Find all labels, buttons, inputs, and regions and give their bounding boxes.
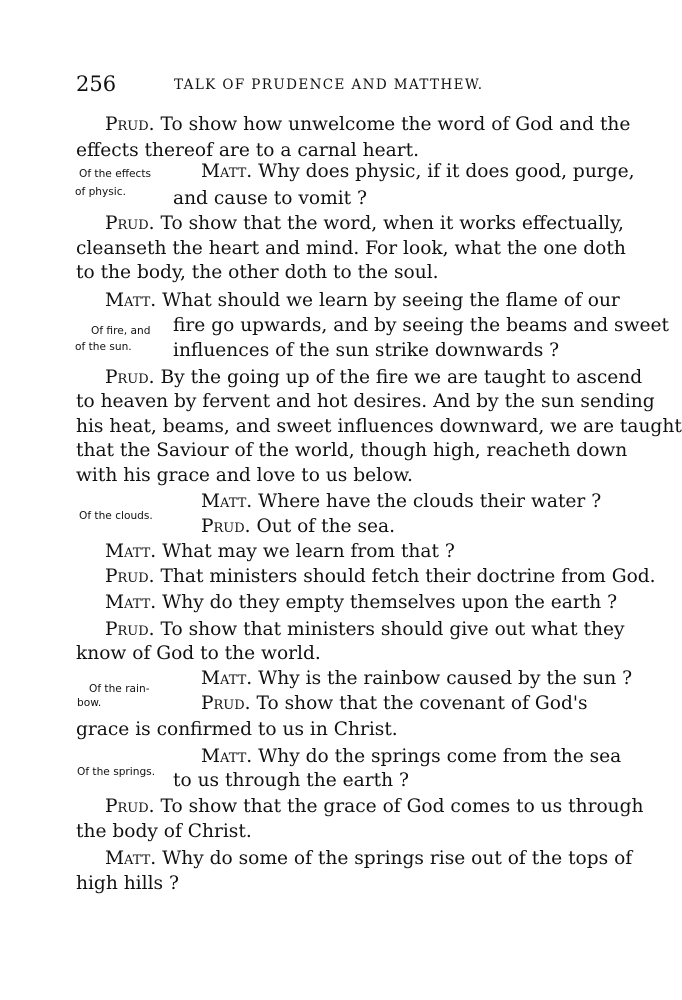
body-line: Matt. What may we learn from that ?	[105, 541, 455, 562]
speaker-name: Prud.	[105, 619, 155, 640]
sidenote: Of the effects	[79, 168, 152, 180]
body-line: his heat, beams, and sweet influences downward, we are taught	[76, 416, 682, 437]
speaker-name: Matt.	[201, 491, 253, 512]
body-line: Prud. To show that the grace of God comes to us through	[105, 796, 644, 817]
body-line: Matt. What should we learn by seeing the flame of our	[105, 290, 620, 311]
speaker-name: Matt.	[105, 290, 157, 311]
body-line: grace is confirmed to us in Christ.	[76, 719, 398, 740]
body-line: high hills ?	[76, 873, 179, 894]
speaker-name: Prud.	[105, 114, 155, 135]
speaker-name: Matt.	[105, 541, 157, 562]
sidenote: Of the clouds.	[79, 510, 153, 522]
body-line: to heaven by fervent and hot desires. And by the sun sending	[76, 391, 655, 412]
body-line: Prud. By the going up of the fire we are taught to ascend	[105, 367, 643, 388]
body-line: effects thereof are to a carnal heart.	[76, 140, 419, 161]
body-line: Prud. To show that ministers should give out what they	[105, 619, 625, 640]
sidenote: Of fire, and	[91, 325, 151, 337]
body-line: Matt. Where have the clouds their water ?	[201, 491, 602, 512]
speaker-name: Prud.	[201, 516, 251, 537]
body-line: Prud. To show that the covenant of God's	[201, 693, 588, 714]
speaker-name: Matt.	[201, 161, 253, 182]
sidenote: bow.	[77, 697, 102, 709]
body-line: Prud. To show that the word, when it works effectually,	[105, 213, 624, 234]
body-line: to the body, the other doth to the soul.	[76, 262, 439, 283]
body-line: Matt. Why does physic, if it does good, purge,	[201, 161, 635, 182]
running-title: TALK OF PRUDENCE AND MATTHEW.	[174, 77, 484, 93]
speaker-name: Matt.	[105, 592, 157, 613]
body-line: cleanseth the heart and mind. For look, what the one doth	[76, 238, 626, 259]
speaker-name: Prud.	[105, 566, 155, 587]
body-line: to us through the earth ?	[173, 770, 409, 791]
sidenote: Of the springs.	[77, 766, 156, 778]
sidenote: Of the rain-	[89, 683, 150, 695]
body-line: Matt. Why do the springs come from the sea	[201, 746, 622, 767]
body-line: that the Saviour of the world, though high, reacheth down	[76, 440, 628, 461]
body-line: Matt. Why do they empty themselves upon the earth ?	[105, 592, 618, 613]
speaker-name: Prud.	[105, 796, 155, 817]
page-number: 256	[76, 72, 117, 96]
body-line: and cause to vomit ?	[173, 188, 368, 209]
speaker-name: Matt.	[201, 668, 253, 689]
body-line: influences of the sun strike downwards ?	[173, 340, 560, 361]
body-line: Prud. To show how unwelcome the word of God and the	[105, 114, 631, 135]
body-line: know of God to the world.	[76, 643, 321, 664]
body-line: Matt. Why do some of the springs rise out of the tops of	[105, 848, 633, 869]
body-line: Prud. That ministers should fetch their doctrine from God.	[105, 566, 656, 587]
speaker-name: Matt.	[105, 848, 157, 869]
running-header	[76, 72, 588, 100]
body-line: Prud. Out of the sea.	[201, 516, 395, 537]
sidenote: of physic.	[75, 186, 126, 198]
speaker-name: Prud.	[201, 693, 251, 714]
speaker-name: Prud.	[105, 213, 155, 234]
body-line: Matt. Why is the rainbow caused by the sun ?	[201, 668, 633, 689]
body-line: the body of Christ.	[76, 821, 252, 842]
speaker-name: Matt.	[201, 746, 253, 767]
body-line: fire go upwards, and by seeing the beams and sweet	[173, 315, 669, 336]
body-line: with his grace and love to us below.	[76, 465, 413, 486]
speaker-name: Prud.	[105, 367, 155, 388]
sidenote: of the sun.	[75, 341, 132, 353]
